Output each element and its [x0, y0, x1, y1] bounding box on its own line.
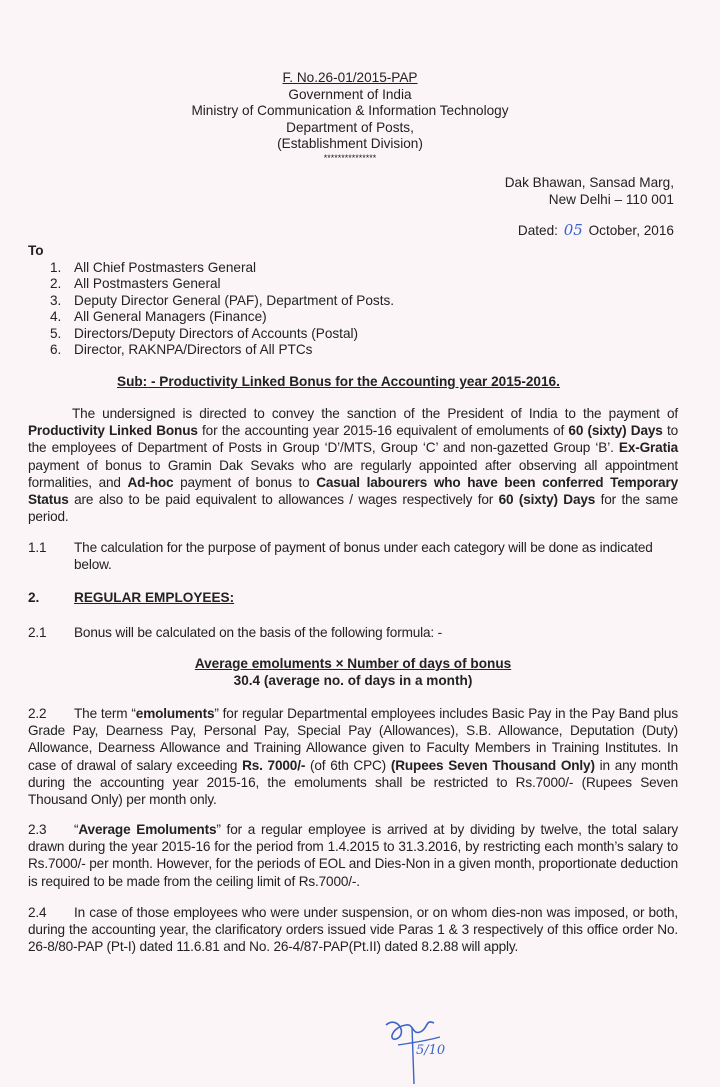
recipient-item	[50, 309, 394, 325]
date-label: Dated:	[517, 223, 558, 238]
to-label: To	[28, 243, 44, 258]
paragraph-2-3	[28, 821, 678, 890]
paragraph-2-1	[28, 624, 678, 641]
item-text: All Chief Postmasters General	[74, 260, 257, 275]
bold-text: Average Emoluments	[78, 822, 217, 837]
text-segment: (of 6th CPC)	[305, 757, 391, 773]
recipient-item	[50, 326, 394, 342]
bold-text: (Rupees Seven Thousand Only)	[390, 757, 595, 773]
handwritten-day: 05	[563, 221, 583, 239]
para-number: 2.4	[28, 905, 47, 920]
bonus-formula	[0, 655, 706, 689]
para-body	[74, 539, 678, 573]
paragraph-2-4	[28, 904, 678, 956]
item-text: Deputy Director General (PAF), Department of Posts.	[74, 292, 395, 308]
item-number: 2.	[50, 276, 62, 292]
bold-text: Ex-Gratia	[618, 440, 678, 456]
section-2-heading	[28, 590, 234, 605]
bold-text: 60 (sixty) Days	[568, 423, 663, 439]
address-line: Dak Bhawan, Sansad Marg,	[504, 175, 674, 190]
item-text: Directors/Deputy Directors of Accounts (Postal)	[74, 325, 359, 341]
subject-line	[117, 374, 560, 389]
recipient-item	[50, 260, 394, 276]
item-number: 1.	[50, 260, 62, 275]
header-line: Department of Posts,	[286, 119, 414, 135]
item-text: All Postmasters General	[74, 276, 221, 292]
para-number: 2.3	[28, 822, 47, 837]
bold-text: Casual labourers who have been conferred Temporary Status	[28, 474, 678, 508]
para-number: 2.1	[28, 625, 47, 640]
para-number: 1.1	[28, 540, 47, 555]
text-segment: ” for regular Departmental employees includes Basic Pay in the Pay Band plus Grade Pay, Dearness Pay, Personal Pay, Special Pay (Allowances), S.B. Allowance, Deputation (Duty) Allowance, Dearness Allowance and Training Allowance given to Faculty Members in Training Institutes. In case of drawal of salary exceeding	[28, 706, 678, 773]
recipient-item	[50, 276, 394, 292]
formula-numerator: Average emoluments × Number of days of bonus	[194, 656, 512, 671]
text-segment: The term “	[74, 706, 136, 721]
intro-paragraph	[28, 405, 678, 525]
item-text: Director, RAKNPA/Directors of All PTCs	[74, 342, 313, 358]
address-line: New Delhi – 110 001	[548, 192, 674, 207]
header-line: Ministry of Communication & Information Technology	[191, 103, 509, 118]
item-number: 3.	[50, 292, 62, 308]
text-segment: The calculation for the purpose of payment of bonus under each category will be done as indicated below.	[74, 540, 653, 573]
date-rest: October, 2016	[588, 223, 674, 238]
text-segment: for the same period.	[28, 492, 678, 525]
text-segment: for the accounting year 2015-16 equivalent of emoluments of	[197, 423, 569, 439]
text-segment: to the employees of Department of Posts in Group ‘D’/MTS, Group ‘C’ and non-gazetted Group ‘B’.	[28, 423, 679, 456]
bold-text: emoluments	[135, 706, 215, 721]
text-segment: “	[74, 822, 79, 837]
bold-text: Productivity Linked Bonus	[28, 423, 198, 439]
item-text: All General Managers (Finance)	[74, 309, 267, 325]
section-number: 2.	[28, 590, 40, 605]
bold-text: Ad-hoc	[127, 474, 174, 490]
text-segment: In case of those employees who were under suspension, or on whom dies-non was imposed, or both, during the accounting year, the clarificatory orders issued vide Paras 1 & 3 respectively of this office order No. 26-8/80-PAP (Pt-I) dated 11.6.81 and No. 26-4/87-PAP(Pt.II) dated 8.2.88 will apply.	[28, 905, 678, 955]
paragraph-2-2	[28, 705, 678, 808]
subject-text: - Productivity Linked Bonus for the Accounting year 2015-2016.	[147, 374, 560, 389]
text-segment: in any month during the accounting year 2015-16, the emoluments shall be restricted to Rs.7000/- (Rupees Seven Thousand Only) per month only.	[28, 757, 678, 808]
text-segment: Bonus will be calculated on the basis of the following formula: -	[74, 625, 443, 640]
paragraph-1-1	[28, 539, 678, 573]
text-segment: are also to be paid equivalent to allowances / wages respectively for	[68, 492, 499, 508]
signature-date: 5/10	[416, 1043, 446, 1058]
formula-denominator: 30.4 (average no. of days in a month)	[233, 673, 473, 688]
text-segment: payment of bonus to Gramin Dak Sevaks who are regularly appointed after observing all appointment formalities, and	[28, 457, 678, 490]
bold-text: Rs. 7000/-	[242, 757, 306, 773]
file-number: F. No.26-01/2015-PAP	[282, 70, 418, 85]
recipient-item	[50, 342, 394, 358]
recipient-list	[50, 260, 394, 358]
item-number: 5.	[50, 325, 62, 341]
bold-text: 60 (sixty) Days	[498, 492, 596, 508]
recipient-item	[50, 293, 394, 309]
text-segment: payment of bonus to	[173, 474, 317, 490]
section-title: REGULAR EMPLOYEES:	[74, 590, 235, 605]
text-segment: ” for a regular employee is arrived at by dividing by twelve, the total salary drawn during the year 2015-16 for the period from 1.4.2015 to 31.3.2016, by restricting each month’s salary to Rs.7000/- per month. However, for the periods of EOL and Dies-Non in a given month, proportionate deduction is required to be made from the ceiling limit of Rs.7000/-.	[28, 822, 678, 889]
text-segment: The undersigned is directed to convey the sanction of the President of India to the payment of	[72, 406, 678, 421]
item-number: 4.	[50, 309, 62, 325]
letter-header	[0, 70, 700, 163]
header-line: Government of India	[288, 86, 412, 102]
handwritten-signature	[378, 1005, 458, 1084]
para-number: 2.2	[28, 706, 47, 721]
header-line: (Establishment Division)	[277, 136, 423, 151]
date-line	[518, 222, 674, 239]
address-block	[505, 174, 674, 208]
separator-stars: ***************	[323, 152, 377, 163]
item-number: 6.	[50, 342, 62, 358]
subject-label: Sub:	[117, 374, 148, 389]
